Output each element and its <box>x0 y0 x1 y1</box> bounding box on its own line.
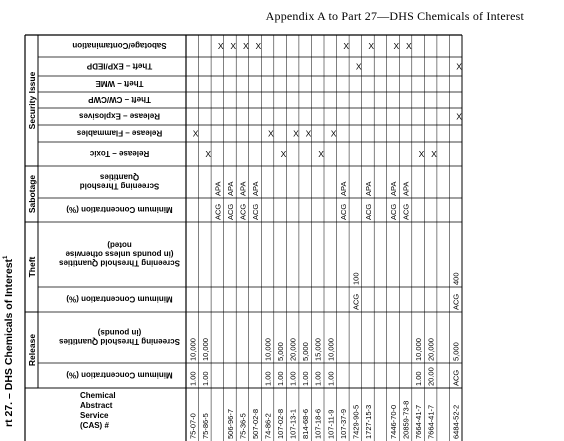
cell-sab_stq: APA <box>338 181 348 196</box>
cell-toxic-mark: X <box>418 149 425 159</box>
cell-sab_stq: APA <box>401 181 411 196</box>
cell-expl-mark: X <box>456 111 462 122</box>
cell-th_stq: 100 <box>351 272 361 285</box>
column-header-cas: Chemical Abstract Service (CAS) # <box>80 391 116 430</box>
cell-cas: 107-37-9 <box>338 408 348 439</box>
cell-rel_stq: 10,000 <box>188 338 198 361</box>
cell-cas: 1727-15-3 <box>363 404 373 439</box>
cell-rel_stq: 5,000 <box>451 342 461 361</box>
cell-expiedp-mark: X <box>355 61 362 72</box>
column-header-th_mc: Minimum Concentration (%) <box>66 294 173 304</box>
cell-rel_mc: 1.00 <box>263 371 273 386</box>
cell-cas: 7664-41-7 <box>426 404 436 439</box>
cell-cas: 814-68-6 <box>301 408 311 439</box>
cell-sabcon-mark: X <box>255 41 262 51</box>
cell-sab_mc: ACG <box>338 203 348 220</box>
cell-rel_mc: 1.00 <box>200 371 210 386</box>
column-header-cwcwp: Theft – CW/CWP <box>88 95 151 104</box>
cell-flam-mark: X <box>192 128 199 139</box>
group-header-theft: Theft <box>27 256 37 278</box>
cell-cas: 74-86-2 <box>263 413 273 439</box>
cell-cas: 107-13-1 <box>288 408 298 439</box>
cell-flam-mark: X <box>330 128 337 139</box>
cell-cas: 506-96-7 <box>225 408 235 439</box>
cell-sab_mc: ACG <box>225 203 235 220</box>
cell-toxic-mark: X <box>318 149 324 159</box>
column-header-rel_mc: Minimum Concentration (%) <box>66 370 173 380</box>
cell-toxic-mark: X <box>205 149 211 159</box>
cell-rel_stq: 20,000 <box>288 338 298 361</box>
group-header-release: Release <box>27 333 37 367</box>
cell-toxic-mark: X <box>280 149 287 159</box>
cell-cas: 75-07-0 <box>188 413 198 439</box>
cell-cas: 75-86-5 <box>200 413 210 439</box>
cell-cas: 75-36-5 <box>238 413 248 439</box>
cell-sabcon-mark: X <box>230 41 237 51</box>
cell-cas: 7446-70-0 <box>389 404 398 439</box>
cell-expiedp-mark: X <box>456 61 462 72</box>
cell-sabcon-mark: X <box>368 41 375 51</box>
cell-sabcon-mark: X <box>217 41 224 51</box>
cell-rel_mc: 1.00 <box>313 371 323 386</box>
cell-flam-mark: X <box>293 128 299 139</box>
cell-cas: 6484-52-2 <box>451 404 461 439</box>
cell-rel_mc: 1.00 <box>326 371 336 386</box>
cell-sab_stq: APA <box>363 181 373 196</box>
cell-rel_mc: 1.00 <box>276 371 286 386</box>
cell-sabcon-mark: X <box>393 41 400 51</box>
cell-cas: 107-11-9 <box>326 409 336 439</box>
cell-toxic-mark: X <box>431 149 437 159</box>
cell-rel_mc: ACG <box>451 369 461 386</box>
cell-cas: 7429-90-5 <box>351 404 361 439</box>
cell-sab_mc: ACG <box>389 203 398 220</box>
cell-th_mc: ACG <box>451 293 461 310</box>
cell-sabcon-mark: X <box>343 41 349 51</box>
cell-rel_stq: 10,000 <box>200 338 210 361</box>
page-header: Appendix A to Part 27—DHS Chemicals of Interest <box>265 9 524 23</box>
title-footnote: 1 <box>3 255 9 259</box>
cell-rel_mc: 1.00 <box>188 371 198 386</box>
group-header-sabotage: Sabotage <box>27 174 37 214</box>
column-header-toxic: Release – Toxic <box>89 149 150 158</box>
cell-cas: 507-02-8 <box>251 408 260 439</box>
cell-sab_mc: ACG <box>401 203 411 220</box>
cell-sab_stq: APA <box>238 181 248 196</box>
column-header-expiedp: Theft – EXP/IEDP <box>86 61 153 71</box>
cell-flam-mark: X <box>305 128 312 139</box>
cell-cas: 107-02-8 <box>276 408 286 439</box>
column-header-flam: Release – Flammables <box>76 128 163 138</box>
cell-rel_stq: 10,000 <box>414 338 424 361</box>
column-header-wme: Theft – WME <box>95 79 144 88</box>
cell-rel_stq: 15,000 <box>313 338 323 361</box>
cell-cas: 7664-41-7 <box>414 404 424 439</box>
cell-rel_stq: 5,000 <box>301 342 311 361</box>
cell-rel_mc: 1.00 <box>301 371 311 386</box>
cell-rel_stq: 5,000 <box>276 342 286 361</box>
cell-rel_mc: 1.00 <box>414 371 424 386</box>
column-header-sab_mc: Minimum Concentration (%) <box>66 205 173 214</box>
cell-sab_mc: ACG <box>238 203 248 220</box>
column-header-expl: Release – Explosives <box>79 111 160 121</box>
cell-rel_stq: 20,000 <box>426 338 436 361</box>
group-header-security-issue: Security Issue <box>27 71 37 130</box>
cell-sab_mc: ACG <box>213 203 223 220</box>
cell-sab_mc: ACG <box>251 203 260 220</box>
cell-cas: 20859-73-8 <box>401 400 411 439</box>
cell-sabcon-mark: X <box>406 41 412 51</box>
cell-cas: 107-18-6 <box>313 408 323 439</box>
cell-sab_stq: APA <box>251 181 260 196</box>
cell-rel_stq: 10,000 <box>326 338 336 361</box>
cell-rel_mc: 20.00 <box>426 367 436 386</box>
column-header-sab_stq: Screening ThresholdQuantities <box>79 172 160 191</box>
cell-th_stq: 400 <box>451 272 461 285</box>
cell-sab_mc: ACG <box>363 203 373 220</box>
cell-th_mc: ACG <box>351 293 361 310</box>
table-title-text: rt 27. – DHS Chemicals of Interest <box>3 258 15 427</box>
cell-flam-mark: X <box>268 128 274 139</box>
cell-sabcon-mark: X <box>242 41 249 51</box>
column-header-th_stq: Screening Threshold Quantities(in pounds unless otherwisenoted) <box>59 240 180 268</box>
cell-rel_mc: 1.00 <box>288 371 298 386</box>
column-header-sabcon: Sabotage/Contamination <box>72 41 167 50</box>
cell-sab_stq: APA <box>389 181 398 196</box>
column-header-rel_stq: Screening Threshold Quantities(in pounds) <box>59 328 180 346</box>
cell-sab_stq: APA <box>225 181 235 196</box>
cell-rel_stq: 10,000 <box>263 338 273 361</box>
cell-sab_stq: APA <box>213 181 223 196</box>
